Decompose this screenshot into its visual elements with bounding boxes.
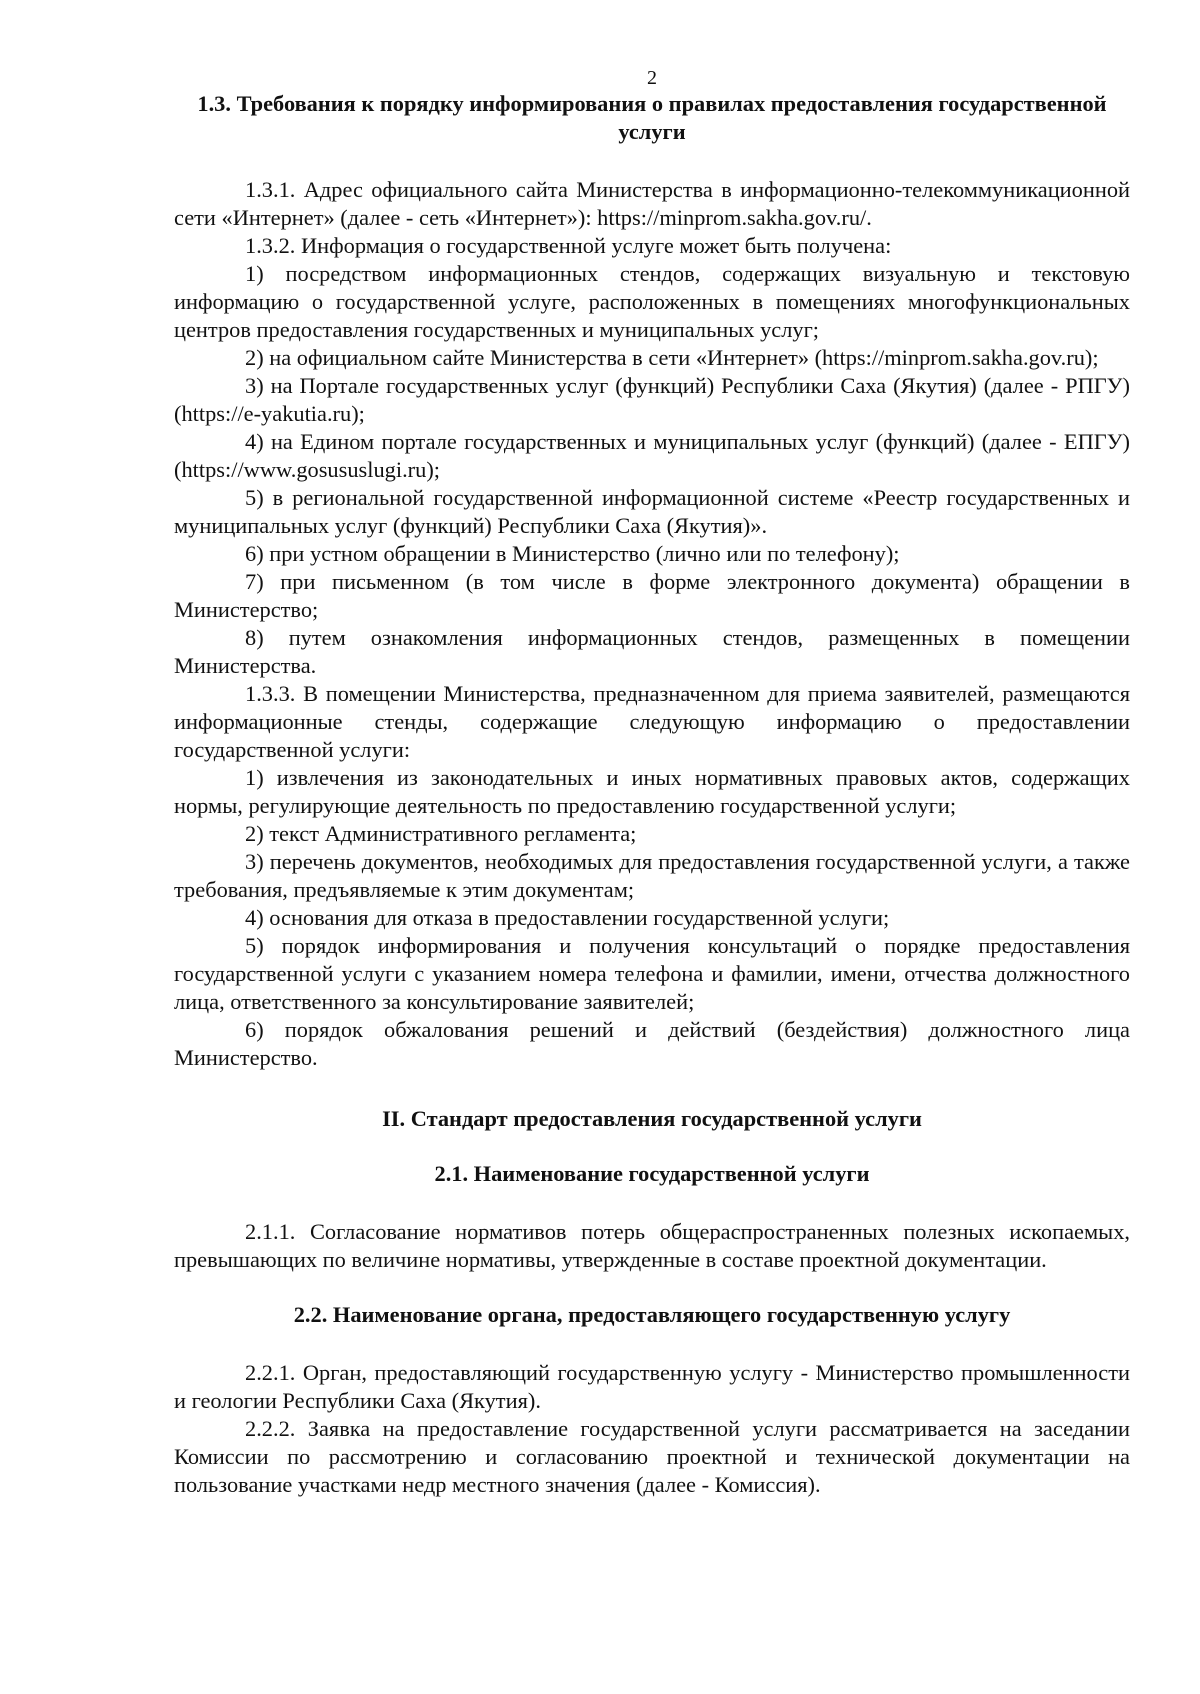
list-item-1-3-3-5: 5) порядок информирования и получения консультаций о порядке предоставления государственной услуги с указанием номера телефона и фамилии, имени, отчества должностного лица, ответственного за консультирование заявителей; — [174, 933, 1130, 1014]
paragraph-2-2-1: 2.2.1. Орган, предоставляющий государственную услугу - Министерство промышленности и геологии Республики Саха (Якутия). — [174, 1360, 1130, 1413]
heading-section-ii: II. Стандарт предоставления государственной услуги — [382, 1106, 922, 1131]
list-item-1-3-3-3: 3) перечень документов, необходимых для предоставления государственной услуги, а также требования, предъявляемые к этим документам; — [174, 849, 1130, 902]
list-item-1-3-2-8: 8) путем ознакомления информационных стендов, размещенных в помещении Министерства. — [174, 625, 1130, 678]
heading-2-1: 2.1. Наименование государственной услуги — [434, 1161, 870, 1186]
paragraph-2-1-1: 2.1.1. Согласование нормативов потерь общераспространенных полезных ископаемых, превышающих по величине нормативы, утвержденные в составе проектной документации. — [174, 1219, 1130, 1272]
list-item-1-3-2-7: 7) при письменном (в том числе в форме электронного документа) обращении в Министерство; — [174, 569, 1130, 622]
list-item-1-3-3-1: 1) извлечения из законодательных и иных нормативных правовых актов, содержащих нормы, регулирующие деятельность по предоставлению государственной услуги; — [174, 765, 1130, 818]
list-item-1-3-2-3: 3) на Портале государственных услуг (функций) Республики Саха (Якутия) (далее - РПГУ) (https://e-yakutia.ru); — [174, 373, 1130, 426]
list-item-1-3-2-2: 2) на официальном сайте Министерства в сети «Интернет» (https://minprom.sakha.gov.ru); — [245, 345, 1099, 370]
list-item-1-3-3-4: 4) основания для отказа в предоставлении государственной услуги; — [245, 905, 890, 930]
list-item-1-3-2-1: 1) посредством информационных стендов, содержащих визуальную и текстовую информацию о государственной услуге, расположенных в помещениях многофункциональных центров предоставления государственных и муниципальных услуг; — [174, 261, 1130, 342]
heading-1-3: 1.3. Требования к порядку информирования о правилах предоставления государственной услуги — [197, 91, 1107, 144]
heading-2-2: 2.2. Наименование органа, предоставляющего государственную услугу — [293, 1302, 1011, 1327]
list-item-1-3-3-2: 2) текст Административного регламента; — [245, 821, 637, 846]
list-item-1-3-2-6: 6) при устном обращении в Министерство (лично или по телефону); — [245, 541, 900, 566]
paragraph-1-3-1: 1.3.1. Адрес официального сайта Министерства в информационно-телекоммуникационной сети «Интернет» (далее - сеть «Интернет»): https://minprom.sakha.gov.ru/. — [174, 177, 1130, 230]
document-page — [174, 66, 1130, 1499]
list-item-1-3-3-6: 6) порядок обжалования решений и действий (бездействия) должностного лица Министерство. — [174, 1017, 1130, 1070]
paragraph-1-3-2: 1.3.2. Информация о государственной услуге может быть получена: — [245, 233, 892, 258]
list-item-1-3-2-5: 5) в региональной государственной информационной системе «Реестр государственных и муниципальных услуг (функций) Республики Саха (Якутия)». — [174, 485, 1130, 538]
page-number: 2 — [647, 67, 657, 89]
paragraph-2-2-2: 2.2.2. Заявка на предоставление государственной услуги рассматривается на заседании Комиссии по рассмотрению и согласованию проектной и технической документации на пользование участками недр местного значения (далее - Комиссия). — [174, 1416, 1130, 1497]
list-item-1-3-2-4: 4) на Едином портале государственных и муниципальных услуг (функций) (далее - ЕПГУ) (https://www.gosususlugi.ru); — [174, 429, 1130, 482]
paragraph-1-3-3: 1.3.3. В помещении Министерства, предназначенном для приема заявителей, размещаются информационные стенды, содержащие следующую информацию о предоставлении государственной услуги: — [174, 681, 1130, 762]
